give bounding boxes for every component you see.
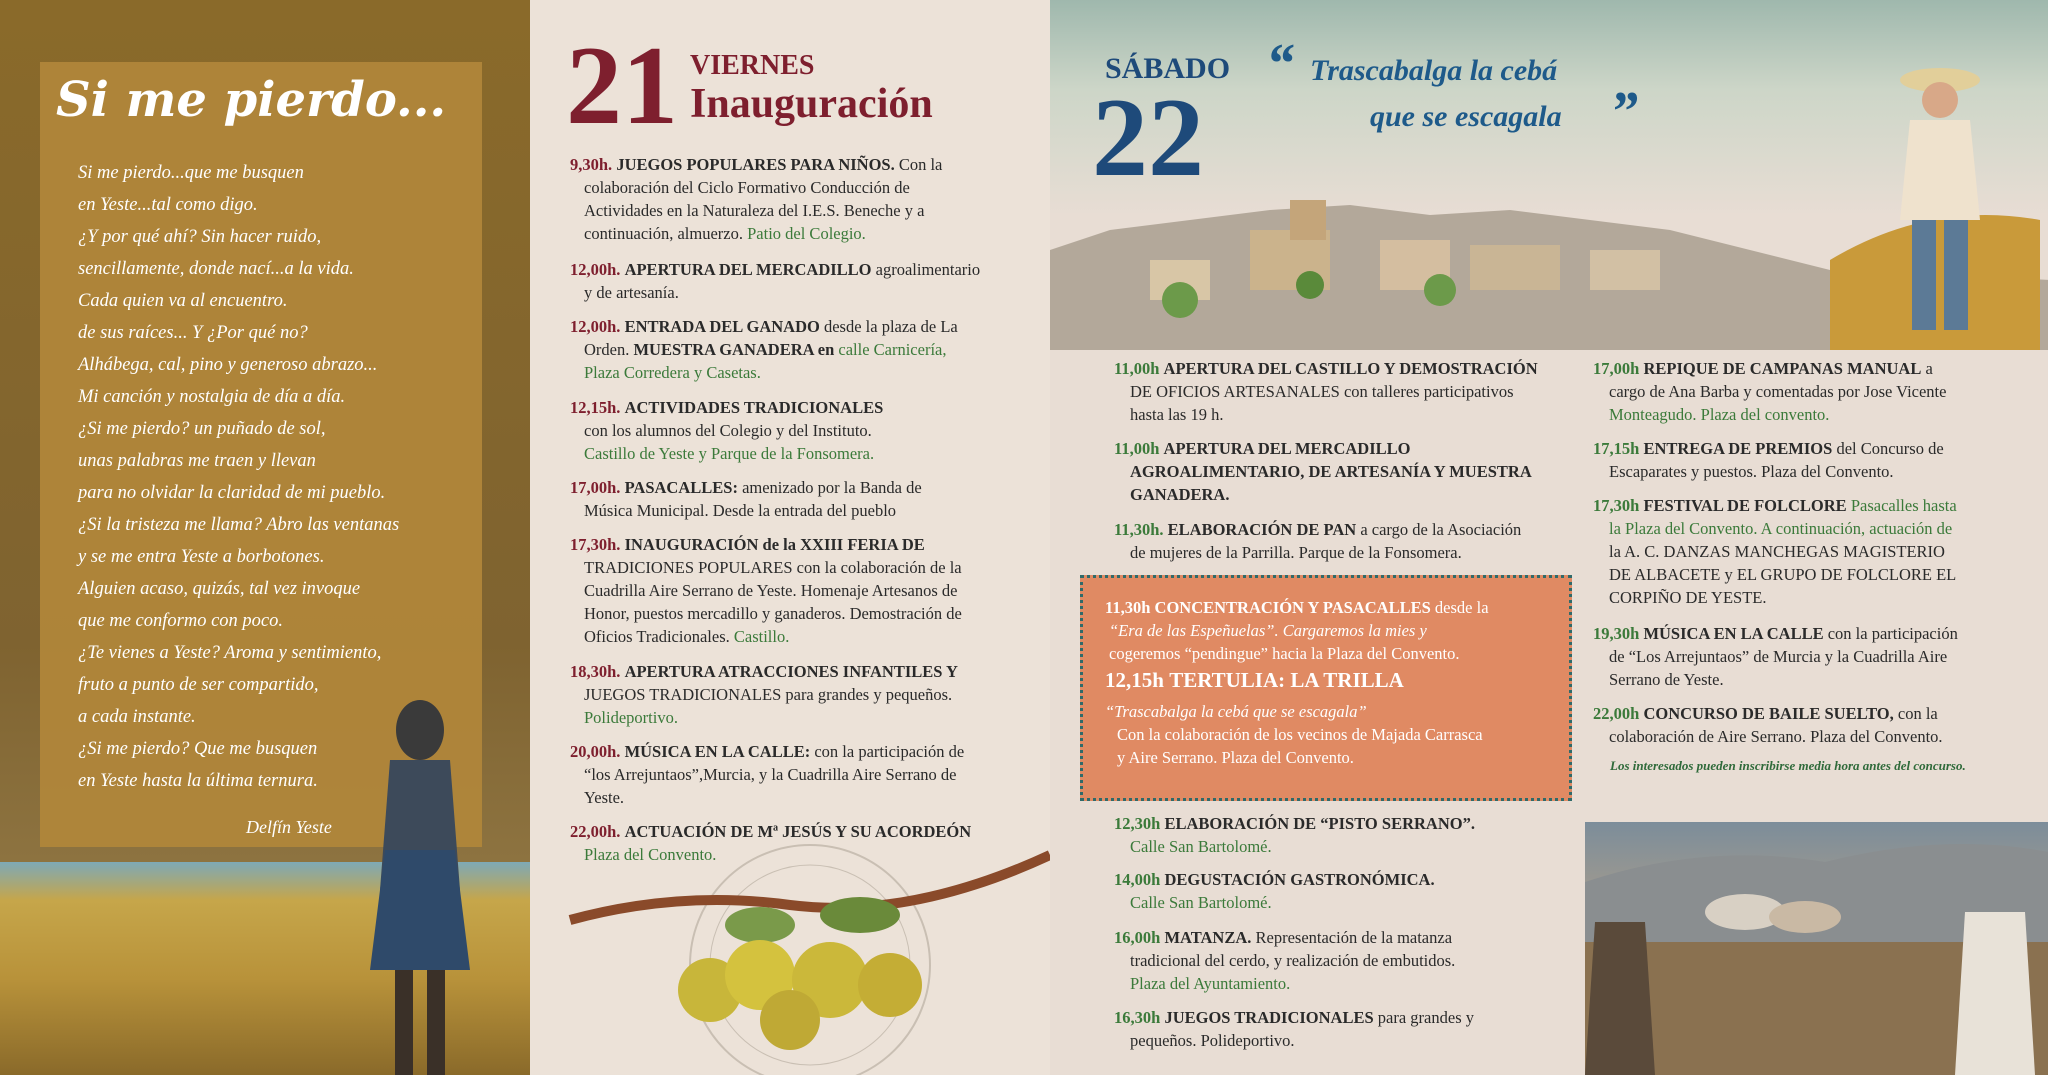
quote-line: Trascabalga la cebá — [1310, 54, 1558, 87]
event-item — [1105, 596, 1555, 769]
poem-line: ¿Te vienes a Yeste? Aroma y sentimiento, — [78, 643, 382, 663]
event-text: con la participación — [1827, 624, 1958, 643]
event-time: 11,30h. — [1114, 520, 1164, 539]
event-place: Calle San Bartolomé. — [1130, 893, 1272, 912]
event-heading: REPIQUE DE CAMPANAS MANUAL — [1643, 359, 1922, 378]
event-item — [570, 315, 1040, 384]
event-heading: MUESTRA GANADERA en — [633, 340, 835, 359]
event-time: 22,00h. — [570, 822, 621, 841]
event-item — [1593, 702, 2043, 748]
poem-title: Si me pierdo... — [56, 72, 447, 128]
event-item — [570, 258, 1040, 304]
saturday-day-label: SÁBADO — [1105, 52, 1231, 85]
event-time: 17,30h — [1593, 496, 1640, 515]
event-heading: ACTIVIDADES TRADICIONALES — [624, 398, 884, 417]
event-text: tradicional del cerdo, y realización de embutidos. — [1130, 951, 1456, 970]
event-text: GANADERA. — [1130, 485, 1230, 504]
event-heading: MATANZA. — [1164, 928, 1252, 947]
trilla-highlight-box — [1080, 575, 1572, 801]
event-heading: ELABORACIÓN DE PAN — [1167, 520, 1357, 539]
poem-line: Alhábega, cal, pino y generoso abrazo... — [78, 355, 378, 375]
saturday-panel — [1050, 0, 2048, 1075]
poem-line: unas palabras me traen y llevan — [78, 451, 316, 471]
registration-note: Los interesados pueden inscribirse media hora antes del concurso. — [1610, 758, 1966, 773]
event-time: 22,00h — [1593, 704, 1640, 723]
event-place: Patio del Colegio. — [747, 224, 866, 243]
event-heading: ENTREGA DE PREMIOS — [1643, 439, 1833, 458]
event-text: Oficios Tradicionales. — [584, 627, 730, 646]
event-text: de mujeres de la Parrilla. Parque de la Fonsomera. — [1130, 543, 1462, 562]
event-text: Con la — [898, 155, 943, 174]
event-text: “los Arrejuntaos”,Murcia, y la Cuadrilla Aire Serrano de — [584, 765, 957, 784]
event-heading: ACTUACIÓN DE Mª JESÚS Y SU ACORDEÓN — [624, 822, 972, 841]
poem-author: Delfín Yeste — [246, 817, 332, 837]
event-text: desde la plaza de La — [823, 317, 958, 336]
threshing-photo — [1585, 822, 2048, 1075]
event-text: Representación de la matanza — [1255, 928, 1453, 947]
event-text: de “Los Arrejuntaos” de Murcia y la Cuadrilla Aire — [1609, 647, 1948, 666]
event-heading: ENTRADA DEL GANADO — [624, 317, 820, 336]
poem-line: sencillamente, donde nací...a la vida. — [78, 259, 354, 279]
friday-day-number: 21 — [566, 24, 678, 148]
event-item — [1593, 494, 2043, 609]
poem-line: Alguien acaso, quizás, tal vez invoque — [78, 579, 361, 599]
event-time: 12,15h — [1105, 668, 1164, 692]
event-text: agroalimentario — [875, 260, 981, 279]
event-time: 18,30h. — [570, 662, 621, 681]
event-time: 12,00h. — [570, 317, 621, 336]
close-quote-mark: ” — [1610, 81, 1638, 143]
event-text: con los alumnos del Colegio y del Instituto. — [584, 421, 872, 440]
event-item — [570, 476, 1040, 522]
event-time: 12,00h. — [570, 260, 621, 279]
threshing-scene-illustration — [1585, 822, 2048, 1075]
event-text: del Concurso de — [1836, 439, 1944, 458]
event-text: a cargo de la Asociación — [1360, 520, 1522, 539]
poem-line: ¿Si la tristeza me llama? Abro las ventanas — [78, 515, 400, 535]
event-text: Serrano de Yeste. — [1609, 670, 1724, 689]
event-heading: FESTIVAL DE FOLCLORE — [1643, 496, 1847, 515]
poem-line: Si me pierdo...que me busquen — [78, 163, 304, 183]
event-heading: PASACALLES: — [624, 478, 738, 497]
event-heading: CONCENTRACIÓN Y PASACALLES — [1154, 598, 1431, 617]
event-time: 11,00h — [1114, 359, 1160, 378]
harvester-illustration — [1830, 60, 2040, 350]
event-text: para grandes y — [1377, 1008, 1474, 1027]
event-heading: APERTURA DEL CASTILLO Y DEMOSTRACIÓN — [1163, 359, 1538, 378]
event-time: 19,30h — [1593, 624, 1640, 643]
event-text: la A. C. DANZAS MANCHEGAS MAGISTERIO — [1609, 542, 1945, 561]
event-heading: JUEGOS TRADICIONALES — [1164, 1008, 1374, 1027]
event-time: 12,30h — [1114, 814, 1161, 833]
event-time: 12,15h. — [570, 398, 621, 417]
event-text: con la participación de — [814, 742, 965, 761]
event-text: “Era de las Espeñuelas”. Cargaremos la mies y — [1109, 621, 1427, 640]
event-text: Yeste. — [584, 788, 625, 807]
event-item — [1114, 357, 1584, 426]
event-heading: INAUGURACIÓN de la XXIII FERIA DE — [624, 535, 925, 554]
event-time: 14,00h — [1114, 870, 1161, 889]
poem-line: ¿Si me pierdo? un puñado de sol, — [78, 419, 326, 439]
poem-line: y se me entra Yeste a borbotones. — [78, 547, 325, 567]
event-item — [570, 533, 1040, 648]
event-place: Plaza del Ayuntamiento. — [1130, 974, 1291, 993]
friday-title: Inauguración — [690, 81, 933, 127]
event-text: cargo de Ana Barba y comentadas por Jose Vicente — [1609, 382, 1947, 401]
event-time: 16,00h — [1114, 928, 1161, 947]
event-place: Polideportivo. — [584, 708, 678, 727]
event-time: 20,00h. — [570, 742, 621, 761]
event-place: Plaza Corredera y Casetas. — [584, 363, 761, 382]
event-heading: MÚSICA EN LA CALLE: — [624, 742, 811, 761]
event-item — [1114, 926, 1584, 995]
poem-line: ¿Y por qué ahí? Sin hacer ruido, — [78, 227, 322, 247]
event-item — [570, 396, 1040, 465]
poem-line: Cada quien va al encuentro. — [78, 291, 288, 311]
quote-line: que se escagala — [1370, 100, 1562, 133]
event-text: Con la colaboración de los vecinos de Majada Carrasca — [1117, 725, 1483, 744]
event-text: Música Municipal. Desde la entrada del pueblo — [584, 501, 897, 520]
event-text: colaboración de Aire Serrano. Plaza del Convento. — [1609, 727, 1943, 746]
event-place: calle Carnicería, — [838, 340, 947, 359]
poem-panel — [0, 0, 530, 1075]
event-text: Actividades en la Naturaleza del I.E.S. Beneche y a — [584, 201, 925, 220]
event-place: Castillo de Yeste y Parque de la Fonsomera. — [584, 444, 875, 463]
event-item — [1114, 437, 1584, 506]
event-heading: CONCURSO DE BAILE SUELTO, — [1643, 704, 1894, 723]
event-text: AGROALIMENTARIO, DE ARTESANÍA Y MUESTRA — [1130, 462, 1532, 481]
event-heading: DEGUSTACIÓN GASTRONÓMICA. — [1164, 870, 1435, 889]
event-heading: APERTURA DEL MERCADILLO — [624, 260, 872, 279]
event-time: 17,00h — [1593, 359, 1640, 378]
event-text: Cuadrilla Aire Serrano de Yeste. Homenaje Artesanos de — [584, 581, 958, 600]
event-text: Honor, puestos mercadillo y ganaderos. Demostración de — [584, 604, 962, 623]
event-text: continuación, almuerzo. — [584, 224, 743, 243]
event-text: “Trascabalga la cebá que se escagala” — [1105, 702, 1367, 721]
event-text: con la — [1897, 704, 1938, 723]
event-text: pequeños. Polideportivo. — [1130, 1031, 1295, 1050]
event-time: 16,30h — [1114, 1008, 1161, 1027]
poem-line: Mi canción y nostalgia de día a día. — [78, 387, 346, 407]
event-place: Plaza del Convento. — [584, 845, 717, 864]
event-text: CORPIÑO DE YESTE. — [1609, 588, 1767, 607]
event-text: colaboración del Ciclo Formativo Conducción de — [584, 178, 910, 197]
event-text: y de artesanía. — [584, 283, 679, 302]
event-time: 11,00h — [1114, 439, 1160, 458]
poem-line: ¿Si me pierdo? Que me busquen — [78, 739, 318, 759]
event-heading: MÚSICA EN LA CALLE — [1643, 624, 1824, 643]
event-item — [1593, 622, 2043, 691]
event-text: hasta las 19 h. — [1130, 405, 1224, 424]
event-place: Castillo. — [733, 627, 790, 646]
event-text: y Aire Serrano. Plaza del Convento. — [1117, 748, 1354, 767]
event-text: Orden. — [584, 340, 630, 359]
event-text: DE OFICIOS ARTESANALES con talleres participativos — [1130, 382, 1514, 401]
event-time: 17,00h. — [570, 478, 621, 497]
event-time: 17,15h — [1593, 439, 1640, 458]
event-text: TRADICIONES POPULARES con la colaboración de la — [584, 558, 962, 577]
event-time: 17,30h. — [570, 535, 621, 554]
event-text: Pasacalles hasta — [1850, 496, 1957, 515]
event-item — [1114, 518, 1584, 564]
event-place: Monteagudo. Plaza del convento. — [1609, 405, 1830, 424]
event-place: Calle San Bartolomé. — [1130, 837, 1272, 856]
event-item — [1593, 357, 2043, 426]
event-text: cogeremos “pendingue” hacia la Plaza del Convento. — [1109, 644, 1460, 663]
event-heading: TERTULIA: LA TRILLA — [1169, 668, 1404, 692]
event-item — [570, 660, 1040, 729]
woman-figure-illustration — [360, 690, 480, 1075]
event-time: 9,30h. — [570, 155, 613, 174]
event-text: desde la — [1434, 598, 1489, 617]
poem-line: que me conformo con poco. — [78, 611, 283, 631]
event-text: JUEGOS TRADICIONALES para grandes y pequeños. — [584, 685, 953, 704]
open-quote-mark: “ — [1266, 33, 1294, 95]
event-heading: ELABORACIÓN DE “PISTO SERRANO”. — [1164, 814, 1475, 833]
poem-line: en Yeste hasta la última ternura. — [78, 771, 318, 791]
event-heading: APERTURA DEL MERCADILLO — [1163, 439, 1411, 458]
event-time: 11,30h — [1105, 598, 1151, 617]
event-item — [570, 740, 1040, 809]
poem-line: a cada instante. — [78, 707, 196, 727]
friday-day-label: VIERNES — [690, 50, 815, 81]
event-item — [1114, 812, 1584, 858]
event-heading: APERTURA ATRACCIONES INFANTILES Y — [624, 662, 958, 681]
event-heading: JUEGOS POPULARES PARA NIÑOS. — [616, 155, 895, 174]
quince-fruit-illustration — [530, 815, 1050, 1075]
poem-line: para no olvidar la claridad de mi pueblo. — [78, 483, 386, 503]
event-text: DE ALBACETE y EL GRUPO DE FOLCLORE EL — [1609, 565, 1957, 584]
poem-line: fruto a punto de ser compartido, — [78, 675, 319, 695]
event-text: Escaparates y puestos. Plaza del Convento. — [1609, 462, 1894, 481]
event-item — [1114, 1006, 1584, 1052]
event-item — [570, 153, 1040, 245]
event-item — [1114, 868, 1584, 914]
event-text: a — [1925, 359, 1933, 378]
friday-panel — [530, 0, 1050, 1075]
event-text: la Plaza del Convento. A continuación, actuación de — [1609, 519, 1953, 538]
event-text: amenizado por la Banda de — [742, 478, 922, 497]
saturday-day-number: 22 — [1092, 76, 1204, 200]
poem-line: en Yeste...tal como digo. — [78, 195, 258, 215]
poem-line: de sus raíces... Y ¿Por qué no? — [78, 323, 308, 343]
event-item — [1593, 437, 2043, 483]
